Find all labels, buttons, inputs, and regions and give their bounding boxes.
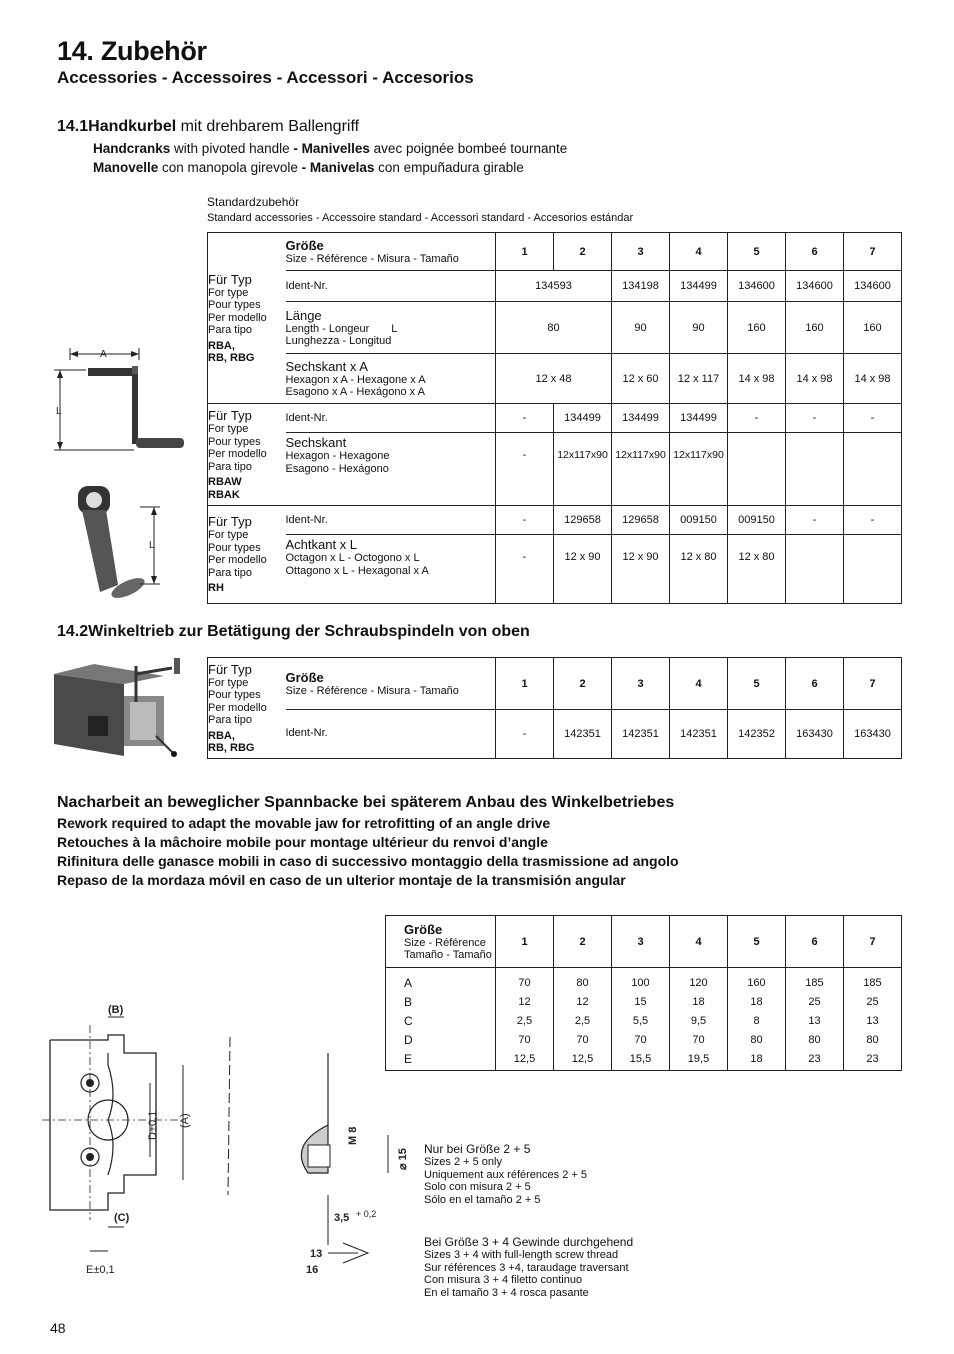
table-cell: 15 [634, 996, 647, 1008]
table-cell: 18 [750, 1053, 763, 1065]
col-header: 1 [496, 916, 554, 968]
table-cell: 12 x 80 [728, 535, 786, 604]
crank-arm [132, 374, 138, 444]
table-cell: 15,5 [629, 1053, 652, 1065]
crank-arm [82, 510, 118, 592]
table-cell: 12 x 117 [670, 354, 728, 404]
table-cell: 2,5 [574, 1015, 591, 1027]
table-cell: 129658 [612, 506, 670, 535]
crank-handle [136, 438, 184, 448]
size-column [612, 968, 670, 1071]
standard-subtitle: Standard accessories - Accessoire standard - Accessori standard - Accesorios estándar [207, 212, 634, 224]
gearbox-face [130, 702, 156, 740]
type-label: Für Typ [208, 271, 252, 287]
type-values: RBA, RB, RBG [208, 339, 255, 364]
table-cell: 18 [692, 996, 705, 1008]
table-cell: 134593 [496, 271, 612, 302]
dim-label: E [404, 1052, 413, 1066]
table-rework-dimensions [385, 915, 902, 1071]
crank-drawing [50, 340, 200, 460]
table-cell: 160 [728, 302, 786, 354]
dim-label-M8: M 8 [347, 1126, 359, 1145]
table-cell: 70 [518, 977, 531, 989]
table-cell: 12 x 48 [496, 354, 612, 404]
table-cell: 12 [576, 996, 589, 1008]
size-sub: Tamaño - Tamaño [404, 949, 492, 961]
table-cell: 13 [866, 1015, 879, 1027]
row-sub: Ottagono x L - Hexagonal x A [285, 564, 429, 577]
dim-label-E: E±0,1 [86, 1264, 115, 1276]
table-cell: 129658 [554, 506, 612, 535]
col-header: 3 [612, 916, 670, 968]
table-cell: - [496, 433, 554, 506]
table-cell: 25 [808, 996, 821, 1008]
table-cell: 160 [844, 302, 902, 354]
angle-drive-drawing [54, 656, 194, 761]
col-header: 2 [554, 233, 612, 271]
table-cell: 23 [808, 1053, 821, 1065]
arrow [131, 351, 139, 357]
type-label: Pour types [208, 541, 261, 554]
col-header: 5 [728, 233, 786, 271]
table-cell: 8 [753, 1015, 760, 1027]
note-line: Sur références 3 +4, taraudage traversant [424, 1261, 629, 1274]
table-cell: - [728, 404, 786, 433]
type-label: Pour types [208, 689, 261, 701]
table-cell: 12 x 80 [670, 535, 728, 604]
rework-line: Retouches à la mâchoire mobile pour montage ultérieur du renvoi d’angle [57, 834, 548, 850]
table-cell: 134499 [554, 404, 612, 433]
table-cell: 12 [518, 996, 531, 1008]
size-head: Größe [285, 669, 324, 685]
size-column [496, 968, 554, 1071]
table-cell: 12 x 90 [612, 535, 670, 604]
size-header [386, 916, 496, 968]
table-cell: 5,5 [632, 1015, 649, 1027]
type-label: For type [208, 286, 249, 299]
type-label: Para tipo [208, 714, 253, 726]
type-cell [208, 658, 286, 759]
table-cell: 12 x 90 [554, 535, 612, 604]
table-cell: 70 [576, 1034, 589, 1046]
size-column [670, 968, 728, 1071]
table-cell: 13 [808, 1015, 821, 1027]
col-header: 5 [728, 658, 786, 710]
row-label: Ident-Nr. [286, 710, 496, 759]
table-cell: 12x117x90 [554, 433, 612, 506]
table-cell: 134198 [612, 271, 670, 302]
note-line: En el tamaño 3 + 4 rosca pasante [424, 1286, 589, 1299]
type-label: Per modello [208, 311, 267, 324]
table-cell: 2,5 [516, 1015, 533, 1027]
vise-body [54, 674, 124, 756]
rework-line: Repaso de la mordaza móvil en caso de un ulterior montaje de la transmisión angular [57, 872, 626, 888]
row-label: Ident-Nr. [286, 271, 496, 302]
note-line: Sólo en el tamaño 2 + 5 [424, 1193, 541, 1206]
table-cell: 90 [612, 302, 670, 354]
type-values: RH [208, 582, 224, 595]
section-14-1-line2 [93, 139, 567, 158]
page-number: 48 [50, 1320, 66, 1336]
rework-line: Rifinitura delle ganasce mobili in caso di successivo montaggio della trasmissione ad angolo [57, 853, 679, 869]
table-cell: 12x117x90 [670, 433, 728, 506]
type-cell-group3 [208, 506, 286, 604]
note-line: Sizes 2 + 5 only [424, 1156, 502, 1168]
col-header: 5 [728, 916, 786, 968]
table-cell: 134499 [670, 404, 728, 433]
dim-label-B: (B) [108, 1004, 124, 1016]
col-header: 2 [554, 916, 612, 968]
col-header: 7 [844, 658, 902, 710]
jaw-technical-drawing [38, 995, 418, 1285]
col-header: 6 [786, 658, 844, 710]
col-header: 7 [844, 233, 902, 271]
size-sub: Size - Référence - Misura - Tamaño [285, 684, 459, 697]
octagon-crank-drawing [70, 480, 170, 610]
table-cell: 142351 [612, 710, 670, 759]
note-line: Sizes 3 + 4 with full-length screw thread [424, 1249, 619, 1261]
col-header: 6 [786, 916, 844, 968]
size-column [554, 968, 612, 1071]
type-label: Per modello [208, 701, 267, 714]
row-label: Ident-Nr. [286, 506, 496, 535]
row-label: Achtkant x L [285, 537, 358, 552]
table-cell: 134600 [844, 271, 902, 302]
col-header: 6 [786, 233, 844, 271]
table-cell: 134499 [612, 404, 670, 433]
oct-desc [286, 535, 496, 604]
size-header [286, 658, 496, 710]
row-sub: Esagono x A - Hexágono x A [285, 386, 425, 398]
arrow [70, 351, 78, 357]
crank-arm [136, 668, 172, 674]
dim-label-13: 13 [310, 1248, 323, 1260]
type-cell-group2 [208, 404, 286, 506]
hex-desc [286, 354, 496, 404]
table-cell: 163430 [786, 710, 844, 759]
text-bold: - Manivelles [293, 141, 370, 156]
table-cell: 12,5 [571, 1053, 594, 1065]
dim-label-16: 16 [306, 1264, 319, 1276]
table-cell: 23 [866, 1053, 879, 1065]
crank-handle [174, 658, 180, 674]
table-angle-drive [207, 657, 902, 759]
table-cell: - [496, 710, 554, 759]
table-cell: 100 [631, 977, 650, 989]
thread-bore [308, 1145, 330, 1167]
dim-label: B [404, 995, 413, 1009]
table-cell [786, 433, 844, 506]
size-column [786, 968, 844, 1071]
table-cell: 142351 [670, 710, 728, 759]
row-label: Ident-Nr. [286, 404, 496, 433]
size-sub: Size - Référence - Misura - Tamaño [285, 252, 459, 265]
size-header [286, 233, 496, 271]
col-header: 3 [612, 658, 670, 710]
table-cell: 80 [808, 1034, 821, 1046]
table-cell: 185 [805, 977, 824, 989]
jaw-edge [228, 1037, 230, 1195]
hex2-desc [286, 433, 496, 506]
type-values: RBAW [208, 476, 242, 488]
dim-label: C [404, 1014, 413, 1028]
table-cell: - [496, 535, 554, 604]
text-bold: - Manivelas [301, 160, 375, 175]
type-label: Für Typ [208, 514, 252, 530]
row-label: Sechskant [285, 435, 347, 450]
rework-line: Rework required to adapt the movable jaw for retrofitting of an angle drive [57, 815, 551, 831]
table-cell: - [496, 506, 554, 535]
col-header: 7 [844, 916, 902, 968]
size-column [844, 968, 902, 1071]
table-cell: 70 [518, 1034, 531, 1046]
type-label: Für Typ [208, 661, 252, 677]
standard-title: Standardzubehör [207, 195, 300, 209]
dim-label: D [404, 1033, 413, 1047]
table-handcranks [207, 232, 902, 604]
section-number: 14.1 [57, 118, 89, 135]
col-header: 4 [670, 233, 728, 271]
note-line: Con misura 3 + 4 filetto continuo [424, 1274, 583, 1286]
spindle-end [171, 751, 177, 757]
row-sub: Hexagon x A - Hexagone x A [285, 373, 426, 386]
page-title: 14. Zubehör [57, 36, 207, 66]
crank-shaft [88, 368, 134, 376]
table-cell: 009150 [670, 506, 728, 535]
length-desc [286, 302, 496, 354]
table-cell: 19,5 [687, 1053, 710, 1065]
type-label: Pour types [208, 435, 261, 448]
type-label: For type [208, 529, 249, 542]
col-header: 2 [554, 658, 612, 710]
note-line: Uniquement aux références 2 + 5 [424, 1168, 587, 1181]
size-sub: Size - Référence [404, 936, 486, 949]
table-cell: 160 [747, 977, 766, 989]
section-title: Winkeltrieb zur Betätigung der Schraubspindeln von oben [88, 623, 530, 640]
table-cell [844, 433, 902, 506]
table-cell: 14 x 98 [786, 354, 844, 404]
row-label: Sechskant x A [285, 358, 368, 374]
table-cell: 90 [670, 302, 728, 354]
type-values: RBAK [208, 488, 240, 501]
section-14-1-heading [57, 118, 359, 136]
table-cell: 70 [634, 1034, 647, 1046]
size-column [728, 968, 786, 1071]
dim-label-tol: + 0,2 [356, 1209, 377, 1219]
text: with pivoted handle [170, 141, 294, 156]
arrow [151, 576, 157, 584]
section-title-rest: mit drehbarem Ballengriff [176, 118, 360, 135]
note-sizes-3-4 [424, 1235, 633, 1299]
dim-label-C: (C) [114, 1212, 130, 1224]
jaw-outline [50, 1035, 156, 1210]
type-values: RBA, RB, RBG [208, 729, 255, 754]
table-cell [844, 535, 902, 604]
page-subtitle: Accessories - Accessoires - Accessori - Accesorios [57, 68, 474, 87]
dim-label-35: 3,5 [334, 1212, 350, 1224]
table-cell [728, 433, 786, 506]
row-sub: Hexagon - Hexagone [285, 450, 390, 462]
table-cell: 12,5 [513, 1053, 536, 1065]
table-cell [786, 535, 844, 604]
col-header: 1 [496, 658, 554, 710]
table-cell: 80 [576, 977, 589, 989]
note-line: Solo con misura 2 + 5 [424, 1181, 531, 1193]
note-line: Bei Größe 3 + 4 Gewinde durchgehend [424, 1235, 634, 1249]
type-label: For type [208, 676, 249, 689]
type-label: Para tipo [208, 324, 253, 336]
table-cell: - [786, 506, 844, 535]
table-cell: 14 x 98 [844, 354, 902, 404]
table-cell: 12x117x90 [612, 433, 670, 506]
table-cell: 25 [866, 996, 879, 1008]
table-cell: 134499 [670, 271, 728, 302]
row-sub: L [391, 322, 398, 335]
size-head: Größe [285, 237, 324, 253]
type-label: Per modello [208, 554, 267, 567]
table-cell: 80 [750, 1034, 763, 1046]
col-header: 4 [670, 916, 728, 968]
note-line: Nur bei Größe 2 + 5 [424, 1142, 531, 1156]
text: con manopola girevole [158, 160, 302, 175]
table-cell: 70 [692, 1034, 705, 1046]
table-cell: 163430 [844, 710, 902, 759]
type-label: For type [208, 423, 249, 435]
table-cell: - [496, 404, 554, 433]
table-cell: - [786, 404, 844, 433]
table-cell: 142352 [728, 710, 786, 759]
size-head: Größe [404, 921, 443, 937]
text-bold: Handcranks [93, 141, 171, 156]
row-sub: Lunghezza - Longitud [285, 335, 392, 347]
section-14-2-heading [57, 623, 530, 641]
text: avec poignée bombeé tournante [369, 141, 568, 156]
type-label: Para tipo [208, 566, 253, 579]
section-number: 14.2 [57, 623, 89, 640]
table-cell: 134600 [786, 271, 844, 302]
row-label: Länge [285, 307, 322, 323]
table-cell: 009150 [728, 506, 786, 535]
text-bold: Manovelle [93, 160, 159, 175]
note-sizes-2-5 [424, 1142, 587, 1206]
table-cell: 80 [496, 302, 612, 354]
type-cell-group1 [208, 233, 286, 404]
section-title-bold: Handkurbel [88, 118, 177, 135]
jaw-recess [108, 1053, 113, 1175]
arrow [151, 507, 157, 515]
col-header: 3 [612, 233, 670, 271]
row-sub: Octagon x L - Octogono x L [285, 552, 420, 564]
table-cell: 160 [786, 302, 844, 354]
col-header: 4 [670, 658, 728, 710]
row-sub: Length - Longeur [285, 322, 370, 335]
vise-jaw [88, 716, 108, 736]
arrow [57, 370, 63, 378]
col-header: 1 [496, 233, 554, 271]
row-sub: Esagono - Hexágono [285, 462, 389, 475]
table-cell: 14 x 98 [728, 354, 786, 404]
dim-label-A: A [100, 349, 107, 360]
table-cell: 18 [750, 996, 763, 1008]
type-label: Für Typ [208, 408, 252, 423]
dim-label-d15: ⌀ 15 [397, 1148, 409, 1170]
table-cell: 142351 [554, 710, 612, 759]
rework-heading: Nacharbeit an beweglicher Spannbacke bei späterem Anbau des Winkelbetriebes [57, 794, 675, 811]
table-cell: 9,5 [690, 1015, 707, 1027]
dim-label-L: L [56, 406, 62, 417]
table-cell: 120 [689, 977, 708, 989]
dim-label: A [404, 976, 413, 990]
table-cell: 134600 [728, 271, 786, 302]
table-cell: - [844, 404, 902, 433]
table-cell: - [844, 506, 902, 535]
table-cell: 80 [866, 1034, 879, 1046]
type-label: Pour types [208, 299, 261, 311]
type-label: Para tipo [208, 460, 253, 473]
table-cell: 12 x 60 [612, 354, 670, 404]
text: con empuñadura girable [374, 160, 524, 175]
type-label: Per modello [208, 448, 267, 460]
table-cell: 185 [863, 977, 882, 989]
hub-socket [86, 492, 102, 508]
dim-label-L: L [149, 540, 155, 551]
arrow [57, 442, 63, 450]
dim-label-D: D±0,1 [147, 1110, 159, 1140]
section-14-1-line3 [93, 158, 524, 177]
dim-label-A: (A) [179, 1113, 191, 1128]
